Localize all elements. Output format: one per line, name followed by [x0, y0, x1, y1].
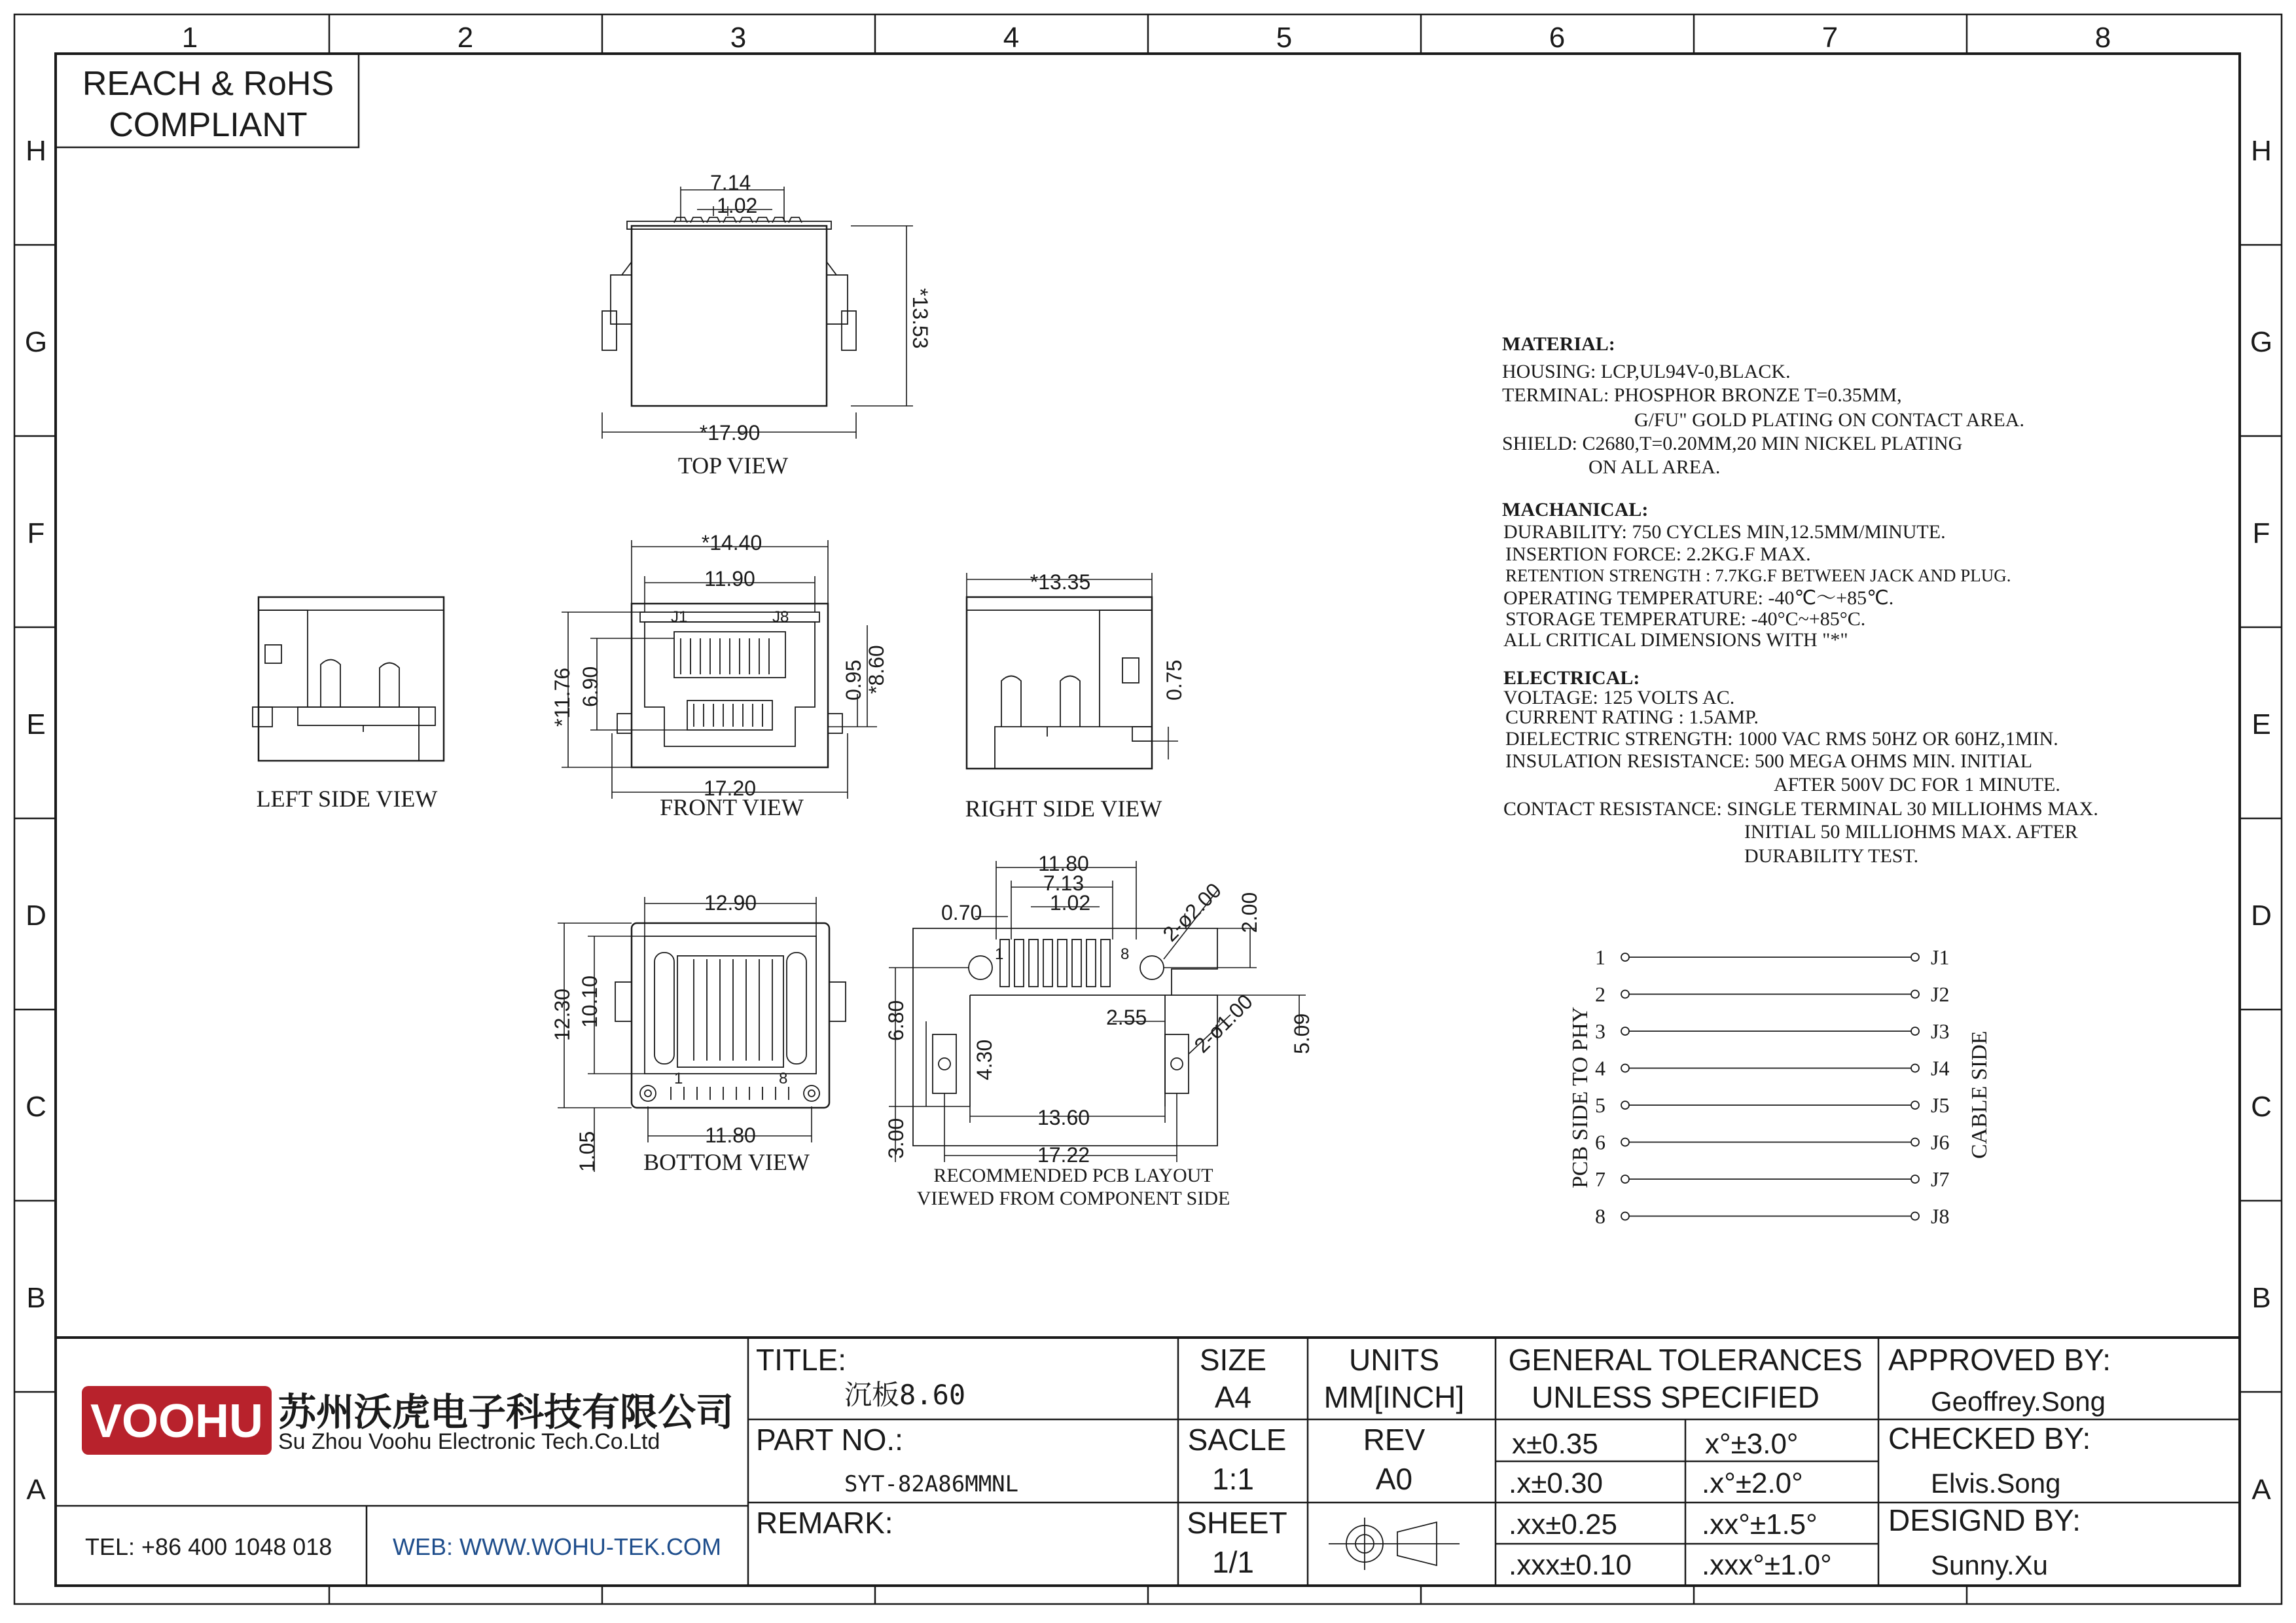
- units-value: MM[INCH]: [1323, 1380, 1465, 1414]
- front-dim-w1: *14.40: [701, 531, 762, 555]
- top-dim-width: *17.90: [699, 421, 761, 445]
- electrical-line-2: CURRENT RATING : 1.5AMP.: [1505, 706, 1759, 728]
- pcb-dim-w5: 17.22: [1037, 1143, 1090, 1167]
- electrical-line-1: VOLTAGE: 125 VOLTS AC.: [1503, 687, 1735, 708]
- row-label-d: D: [26, 900, 46, 932]
- rev-label: REV: [1363, 1423, 1426, 1457]
- front-pin-j8: J8: [772, 608, 789, 626]
- schematic-node-right: [1911, 1175, 1919, 1183]
- schematic-node-left: [1621, 1175, 1629, 1183]
- schematic-row: [1595, 1019, 1949, 1043]
- front-dim-w2: 11.90: [704, 567, 755, 591]
- row-label-g: G: [24, 326, 48, 358]
- top-view-label: TOP VIEW: [677, 452, 789, 479]
- bottom-dim-h2: 10.10: [578, 975, 601, 1028]
- checked-value: Elvis.Song: [1931, 1468, 2061, 1499]
- specifications: [1502, 333, 2098, 867]
- tol-row-4-angular: .xxx°±1.0°: [1702, 1549, 1832, 1581]
- schematic-node-right: [1911, 953, 1919, 961]
- compliance-line-2: COMPLIANT: [109, 106, 308, 144]
- bottom-dim-h3: 1.05: [575, 1131, 599, 1172]
- schematic-row: [1595, 1205, 1949, 1228]
- tel-text: TEL: +86 400 1048 018: [85, 1533, 332, 1560]
- top-dim-a: 7.14: [710, 171, 751, 194]
- projection-symbol-icon: [1329, 1518, 1460, 1570]
- row-label-h-right: H: [2251, 135, 2272, 167]
- units-label: UNITS: [1349, 1343, 1439, 1377]
- schematic-pin-label: 7: [1595, 1167, 1605, 1191]
- pcb-dim-v3: 3.00: [884, 1118, 908, 1159]
- electrical-line-8: DURABILITY TEST.: [1744, 845, 1919, 867]
- row-label-c: C: [26, 1091, 46, 1123]
- bottom-view-label: BOTTOM VIEW: [643, 1149, 810, 1175]
- pcb-layout-view: [884, 852, 1314, 1209]
- row-label-e-right: E: [2251, 708, 2271, 740]
- schematic-row: [1595, 1057, 1949, 1080]
- logo-text: VOOHU: [90, 1395, 264, 1448]
- tol-row-4-linear: .xxx±0.10: [1509, 1549, 1632, 1581]
- schematic-node-left: [1621, 1027, 1629, 1035]
- schematic-node-left: [1621, 991, 1629, 998]
- schematic-row: [1595, 1093, 1949, 1117]
- row-label-a: A: [26, 1474, 46, 1506]
- schematic-right-label: CABLE SIDE: [1967, 1030, 1992, 1159]
- schematic-pin-label: 3: [1595, 1019, 1605, 1043]
- pcb-dim-w3: 1.02: [1049, 891, 1091, 915]
- row-label-f-right: F: [2252, 517, 2270, 549]
- schematic-row: [1595, 1131, 1949, 1154]
- front-dim-h1: *11.76: [550, 667, 574, 727]
- tol-row-2-angular: .x°±2.0°: [1702, 1467, 1803, 1499]
- pcb-dim-d1: 2.55: [1106, 1006, 1147, 1029]
- row-label-a-right: A: [2251, 1474, 2271, 1506]
- schematic-jack-label: J1: [1931, 945, 1950, 969]
- scale-value: 1:1: [1212, 1462, 1254, 1496]
- material-line-3: G/FU" GOLD PLATING ON CONTACT AREA.: [1634, 409, 2024, 431]
- mechanical-heading: MACHANICAL:: [1502, 499, 1649, 520]
- schematic-jack-label: J4: [1931, 1056, 1950, 1080]
- schematic-pin-label: 8: [1595, 1204, 1605, 1228]
- mechanical-line-1: DURABILITY: 750 CYCLES MIN,12.5MM/MINUTE.: [1503, 521, 1946, 543]
- pcb-pin-1: 1: [995, 945, 1004, 963]
- schematic-pin-label: 2: [1595, 982, 1605, 1006]
- col-label-5: 5: [1276, 22, 1293, 54]
- checked-label: CHECKED BY:: [1888, 1421, 2091, 1455]
- pin-schematic: [1568, 945, 1992, 1228]
- rev-value: A0: [1375, 1462, 1413, 1496]
- right-dim-h: 0.75: [1162, 659, 1186, 701]
- schematic-node-left: [1621, 1065, 1629, 1072]
- part-no-label: PART NO.:: [756, 1423, 903, 1457]
- material-line-1: HOUSING: LCP,UL94V-0,BLACK.: [1502, 361, 1791, 382]
- sheet-label: SHEET: [1187, 1506, 1287, 1540]
- top-view: [602, 171, 932, 479]
- pcb-dim-v1: 6.80: [884, 1000, 908, 1041]
- compliance-line-1: REACH & RoHS: [82, 65, 334, 103]
- mechanical-line-5: STORAGE TEMPERATURE: -40°C~+85°C.: [1505, 608, 1866, 630]
- pcb-dim-offset: 0.70: [941, 901, 982, 924]
- front-dim-h2: 6.90: [579, 666, 602, 707]
- schematic-node-left: [1621, 1139, 1629, 1146]
- approved-label: APPROVED BY:: [1888, 1343, 2111, 1377]
- approved-value: Geoffrey.Song: [1931, 1386, 2106, 1417]
- schematic-node-left: [1621, 953, 1629, 961]
- bottom-dim-w1: 12.90: [704, 891, 757, 915]
- row-label-f: F: [27, 517, 45, 549]
- top-dim-height: *13.53: [908, 288, 932, 349]
- tol-row-2-linear: .x±0.30: [1509, 1467, 1604, 1499]
- schematic-node-left: [1621, 1213, 1629, 1220]
- front-dim-w3: 17.20: [703, 776, 757, 800]
- company-logo: [82, 1386, 272, 1455]
- schematic-node-right: [1911, 991, 1919, 998]
- col-label-2: 2: [457, 22, 474, 54]
- company-name-en: Su Zhou Voohu Electronic Tech.Co.Ltd: [278, 1429, 660, 1454]
- pcb-label-1: RECOMMENDED PCB LAYOUT: [933, 1165, 1213, 1186]
- size-label: SIZE: [1199, 1343, 1267, 1377]
- sheet-value: 1/1: [1212, 1545, 1254, 1579]
- row-label-b-right: B: [2251, 1282, 2271, 1314]
- schematic-pin-label: 5: [1595, 1093, 1605, 1117]
- schematic-pin-label: 4: [1595, 1056, 1605, 1080]
- bottom-dim-w2: 11.80: [705, 1123, 756, 1147]
- mechanical-line-2: INSERTION FORCE: 2.2KG.F MAX.: [1505, 543, 1811, 565]
- size-value: A4: [1214, 1380, 1252, 1414]
- material-line-2: TERMINAL: PHOSPHOR BRONZE T=0.35MM,: [1502, 384, 1902, 406]
- row-label-e: E: [26, 708, 46, 740]
- row-label-c-right: C: [2251, 1091, 2272, 1123]
- left-view-label: LEFT SIDE VIEW: [256, 786, 438, 812]
- compliance-box: [56, 54, 359, 147]
- schematic-row: [1595, 1167, 1949, 1191]
- part-no-value: SYT-82A86MMNL: [844, 1471, 1019, 1497]
- title-value: 沉板8.60: [844, 1379, 966, 1411]
- tol-row-3-linear: .xx±0.25: [1509, 1508, 1618, 1541]
- pcb-dim-h1: 2.00: [1238, 892, 1261, 933]
- schematic-node-right: [1911, 1139, 1919, 1146]
- schematic-node-right: [1911, 1101, 1919, 1109]
- pcb-label-2: VIEWED FROM COMPONENT SIDE: [916, 1188, 1230, 1209]
- mechanical-line-6: ALL CRITICAL DIMENSIONS WITH "*": [1503, 629, 1848, 651]
- pcb-dim-v2: 4.30: [973, 1039, 996, 1080]
- schematic-jack-label: J3: [1931, 1019, 1950, 1043]
- col-label-4: 4: [1003, 22, 1020, 54]
- schematic-jack-label: J7: [1931, 1167, 1950, 1191]
- mechanical-line-3: RETENTION STRENGTH : 7.7KG.F BETWEEN JACK AND PLUG.: [1505, 566, 2011, 585]
- pcb-dim-hole1: 2-ø2.00: [1158, 878, 1226, 946]
- tol-row-3-angular: .xx°±1.5°: [1702, 1508, 1818, 1541]
- schematic-row: [1595, 945, 1949, 969]
- schematic-node-right: [1911, 1027, 1919, 1035]
- pcb-dim-w2: 7.13: [1043, 871, 1085, 895]
- schematic-left-label: PCB SIDE TO PHY: [1568, 1006, 1592, 1188]
- company-name-cn: 苏州沃虎电子科技有限公司: [278, 1391, 734, 1434]
- right-side-view: [965, 570, 1186, 822]
- bottom-pin-1: 1: [674, 1070, 683, 1087]
- design-label: DESIGND BY:: [1888, 1503, 2081, 1537]
- schematic-pin-label: 6: [1595, 1130, 1605, 1154]
- col-label-1: 1: [181, 22, 198, 54]
- schematic-jack-label: J2: [1931, 982, 1950, 1006]
- remark-label: REMARK:: [756, 1506, 893, 1540]
- material-line-5: ON ALL AREA.: [1588, 456, 1721, 478]
- right-dim-w: *13.35: [1030, 570, 1091, 594]
- col-label-7: 7: [1821, 22, 1839, 54]
- web-link[interactable]: WEB: WWW.WOHU-TEK.COM: [393, 1533, 721, 1560]
- electrical-line-4: INSULATION RESISTANCE: 500 MEGA OHMS MIN. INITIAL: [1505, 750, 2033, 772]
- mechanical-line-4: OPERATING TEMPERATURE: -40℃～+85℃.: [1503, 587, 1894, 609]
- pcb-pin-8: 8: [1121, 945, 1130, 963]
- schematic-pin-label: 1: [1595, 945, 1605, 969]
- scale-label: SACLE: [1187, 1423, 1287, 1457]
- top-dim-b: 1.02: [717, 194, 758, 217]
- pcb-dim-hole2: 2-ø1.00: [1189, 989, 1257, 1057]
- row-label-b: B: [26, 1282, 46, 1314]
- electrical-line-6: CONTACT RESISTANCE: SINGLE TERMINAL 30 MILLIOHMS MAX.: [1503, 798, 2098, 820]
- bottom-dim-h1: 12.30: [550, 988, 574, 1041]
- material-line-4: SHIELD: C2680,T=0.20MM,20 MIN NICKEL PLATING: [1502, 433, 1963, 454]
- front-pin-j1: J1: [671, 608, 688, 626]
- tol-row-1-linear: x±0.35: [1512, 1428, 1598, 1460]
- electrical-heading: ELECTRICAL:: [1503, 667, 1640, 689]
- left-side-view: [253, 597, 444, 812]
- front-view: [550, 531, 888, 820]
- title-label: TITLE:: [756, 1343, 847, 1377]
- material-heading: MATERIAL:: [1502, 333, 1615, 355]
- schematic-jack-label: J8: [1931, 1204, 1950, 1228]
- tolerance-heading-1: GENERAL TOLERANCES: [1508, 1343, 1863, 1377]
- col-label-6: 6: [1549, 22, 1566, 54]
- schematic-node-right: [1911, 1213, 1919, 1220]
- electrical-line-5: AFTER 500V DC FOR 1 MINUTE.: [1774, 774, 2060, 795]
- schematic-node-left: [1621, 1101, 1629, 1109]
- schematic-node-right: [1911, 1065, 1919, 1072]
- tol-row-1-angular: x°±3.0°: [1705, 1428, 1799, 1460]
- pcb-dim-h2: 5.09: [1290, 1013, 1314, 1054]
- row-label-h: H: [26, 135, 46, 167]
- pcb-dim-w4: 13.60: [1037, 1106, 1090, 1129]
- bottom-pin-8: 8: [779, 1070, 788, 1087]
- schematic-row: [1595, 983, 1949, 1006]
- front-view-label: FRONT VIEW: [660, 794, 804, 820]
- col-label-8: 8: [2094, 22, 2111, 54]
- schematic-jack-label: J5: [1931, 1093, 1950, 1117]
- electrical-line-7: INITIAL 50 MILLIOHMS MAX. AFTER: [1744, 821, 2078, 843]
- front-dim-h4: *8.60: [865, 645, 888, 694]
- title-block: [56, 1338, 2240, 1586]
- col-label-3: 3: [730, 22, 747, 54]
- tolerance-heading-2: UNLESS SPECIFIED: [1532, 1380, 1820, 1414]
- electrical-line-3: DIELECTRIC STRENGTH: 1000 VAC RMS 50HZ OR 60HZ,1MIN.: [1505, 728, 2058, 750]
- front-dim-h3: 0.95: [842, 659, 865, 701]
- pcb-dim-w1: 11.80: [1038, 852, 1089, 875]
- design-value: Sunny.Xu: [1931, 1550, 2049, 1580]
- right-view-label: RIGHT SIDE VIEW: [965, 795, 1162, 822]
- schematic-jack-label: J6: [1931, 1130, 1950, 1154]
- bottom-view: [550, 891, 846, 1175]
- row-label-d-right: D: [2251, 900, 2272, 932]
- row-label-g-right: G: [2250, 326, 2273, 358]
